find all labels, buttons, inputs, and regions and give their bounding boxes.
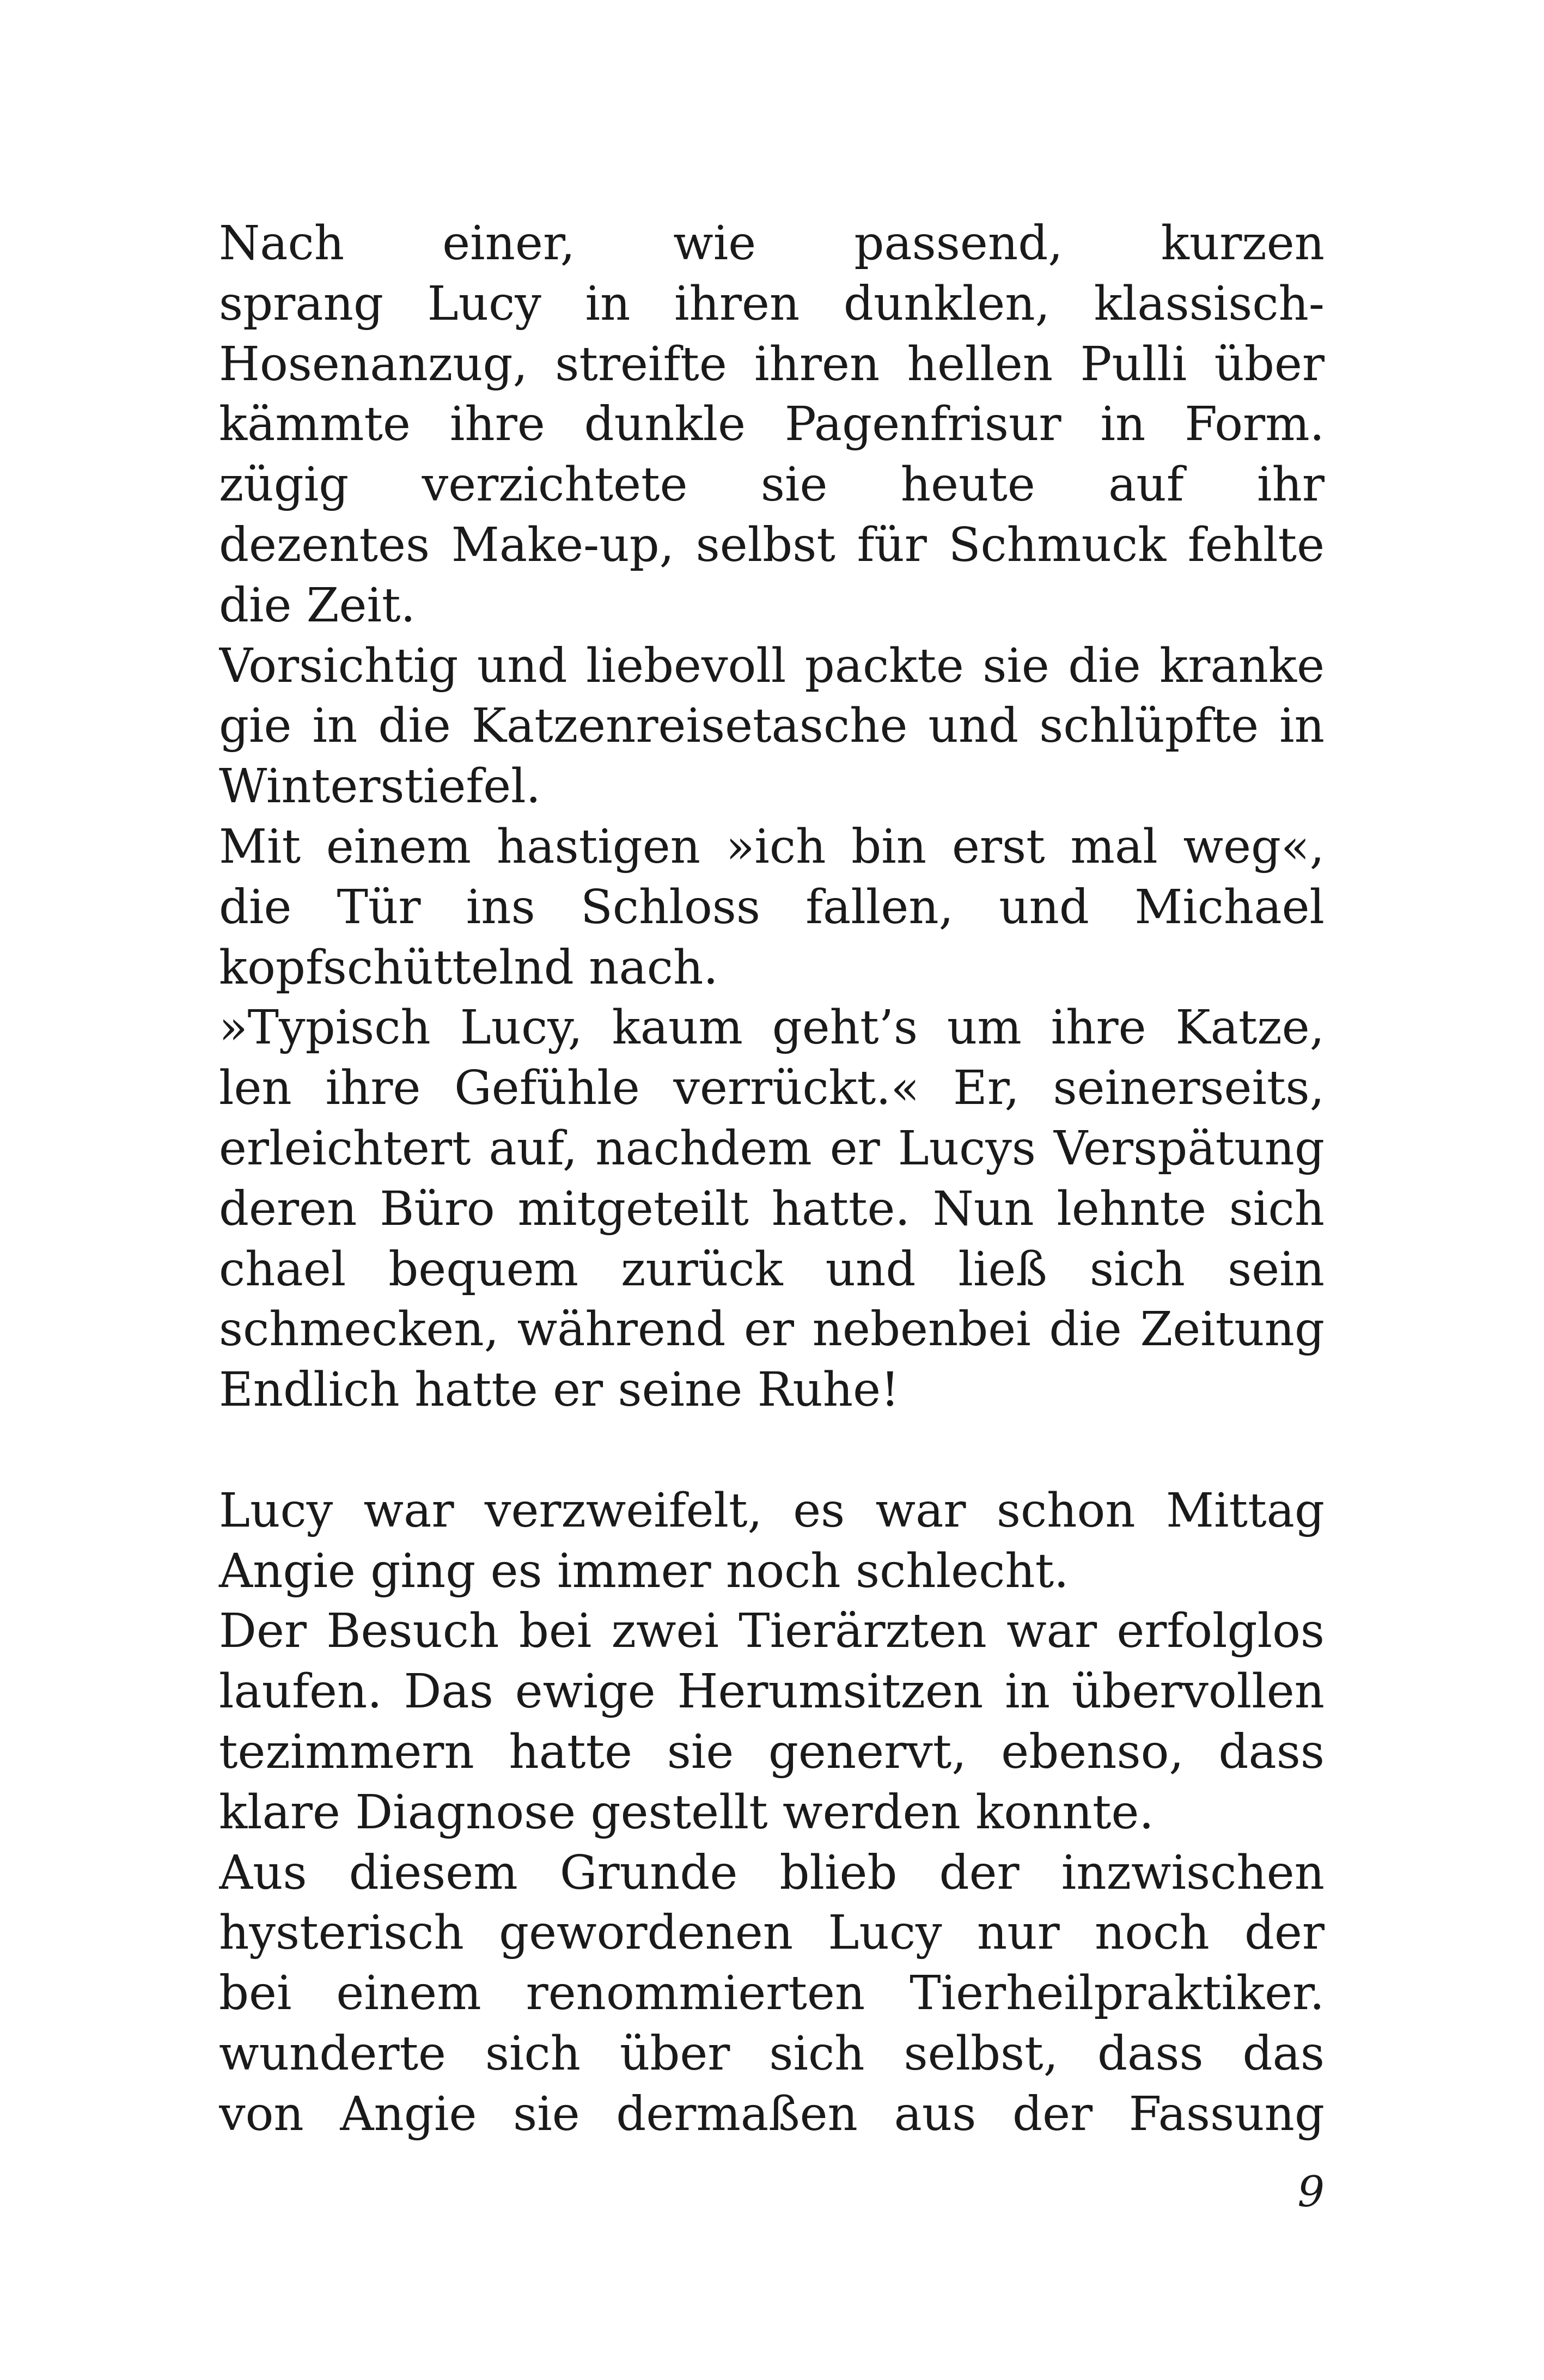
text-line: wunderte sich über sich selbst, dass das — [219, 2026, 1325, 2081]
text-line: schmecken, während er nebenbei die Zeitung — [219, 1302, 1325, 1357]
text-line: Der Besuch bei zwei Tierärzten war erfolglos — [219, 1604, 1325, 1659]
text-line: Endlich hatte er seine Ruhe! — [219, 1363, 900, 1418]
text-line: tezimmern hatte sie genervt, ebenso, dass — [219, 1724, 1325, 1779]
text-line: von Angie sie dermaßen aus der Fassung — [219, 2086, 1325, 2141]
text-line: die Tür ins Schloss fallen, und Michael — [219, 880, 1325, 935]
text-line: kämmte ihre dunkle Pagenfrisur in Form. — [219, 397, 1325, 452]
text-line: len ihre Gefühle verrückt.« Er, seinerseits, — [219, 1061, 1325, 1116]
text-line: die Zeit. — [219, 578, 416, 633]
text-line: gie in die Katzenreisetasche und schlüpfte in — [219, 699, 1325, 754]
text-line: klare Diagnose gestellt werden konnte. — [219, 1785, 1154, 1840]
text-line: dezentes Make-up, selbst für Schmuck fehlte — [219, 517, 1325, 572]
text-line: kopfschüttelnd nach. — [219, 940, 718, 995]
text-line: Mit einem hastigen »ich bin erst mal weg«, — [219, 819, 1325, 874]
text-line: Vorsichtig und liebevoll packte sie die kranke — [219, 638, 1325, 693]
page-number: 9 — [1297, 2168, 1325, 2217]
text-line: »Typisch Lucy, kaum geht’s um ihre Katze, — [219, 1000, 1325, 1055]
text-line: laufen. Das ewige Herumsitzen in übervollen — [219, 1664, 1325, 1719]
text-line: hysterisch gewordenen Lucy nur noch der — [219, 1906, 1325, 1961]
text-line: zügig verzichtete sie heute auf ihr — [219, 457, 1325, 512]
text-line: bei einem renommierten Tierheilpraktiker. — [219, 1966, 1325, 2021]
text-line: Lucy war verzweifelt, es war schon Mittag — [219, 1483, 1325, 1538]
body-text — [219, 213, 1325, 2145]
text-line: erleichtert auf, nachdem er Lucys Verspätung — [219, 1121, 1325, 1176]
section-break — [219, 1420, 1325, 1481]
text-line: Winterstiefel. — [219, 759, 541, 814]
text-line: Angie ging es immer noch schlecht. — [219, 1543, 1069, 1598]
text-line: Aus diesem Grunde blieb der inzwischen — [219, 1845, 1325, 1900]
text-line: sprang Lucy in ihren dunklen, klassisch- — [219, 276, 1325, 331]
text-line: Nach einer, wie passend, kurzen — [219, 216, 1325, 271]
text-line: Hosenanzug, streifte ihren hellen Pulli über — [219, 337, 1325, 392]
text-line: chael bequem zurück und ließ sich sein — [219, 1242, 1325, 1297]
text-line: deren Büro mitgeteilt hatte. Nun lehnte sich — [219, 1181, 1325, 1236]
